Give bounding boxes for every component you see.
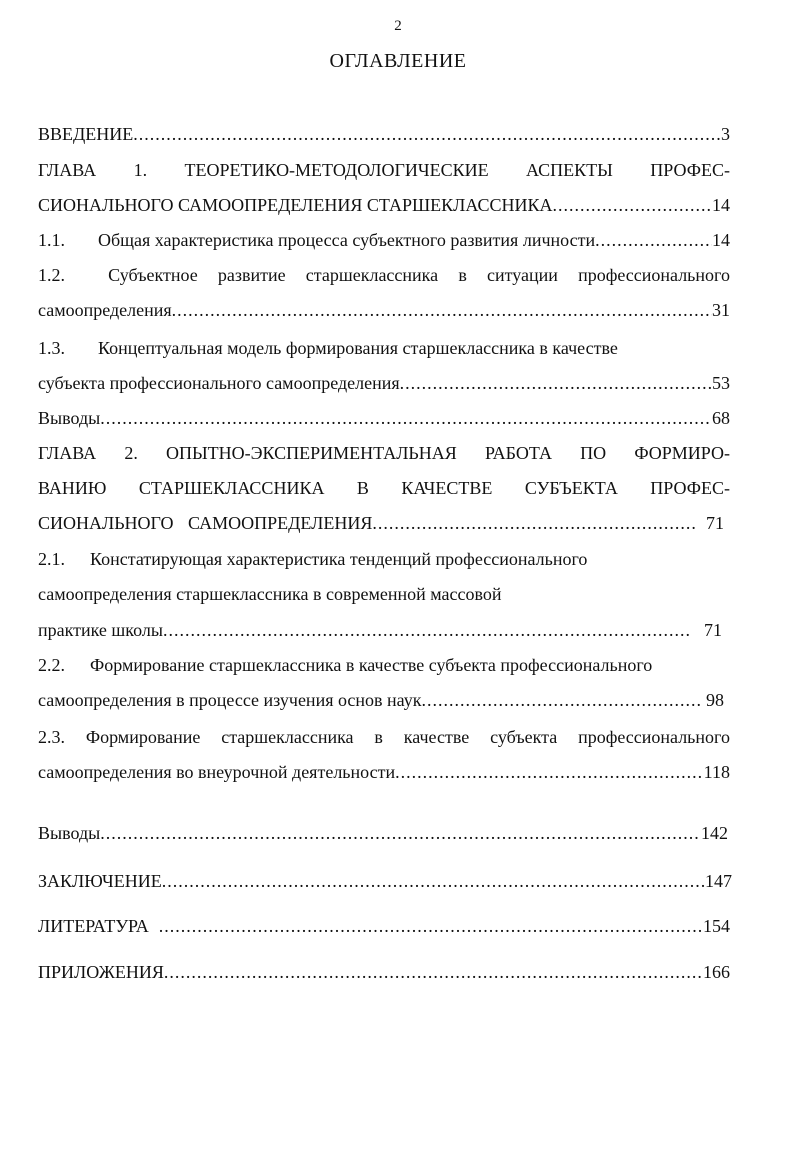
dot-leader — [172, 299, 712, 321]
dot-leader — [100, 407, 712, 429]
toc-page: 71 — [704, 620, 722, 640]
toc-page: 98 — [706, 690, 724, 710]
toc-label: ПРИЛОЖЕНИЯ — [38, 962, 164, 982]
word: В — [356, 478, 369, 498]
word: ТЕОРЕТИКО-МЕТОДОЛОГИЧЕСКИЕ — [184, 160, 489, 180]
dot-leader — [162, 870, 705, 892]
dot-leader — [100, 822, 701, 844]
word: ситуации — [486, 265, 558, 285]
toc-entry-chapter-2-line-2[interactable] — [38, 477, 730, 499]
toc-page: 166 — [703, 962, 730, 982]
page-title: ОГЛАВЛЕНИЕ — [329, 50, 467, 72]
dot-leader — [163, 619, 690, 641]
toc-label: практике школы — [38, 620, 163, 640]
section-number: 1.1. — [38, 230, 65, 250]
page-number: 2 — [394, 18, 402, 34]
toc-label: СИОНАЛЬНОГО САМООПРЕДЕЛЕНИЯ СТАРШЕКЛАССНИКА — [38, 195, 553, 215]
toc-label: Формирование старшеклассника в качестве субъекта профессионального — [90, 655, 653, 675]
word: 1. — [133, 160, 148, 180]
toc-page: 142 — [701, 823, 728, 843]
dot-leader — [372, 512, 698, 534]
toc-entry-conclusion[interactable] — [38, 870, 732, 892]
dot-leader — [552, 194, 712, 216]
word: Формирование — [85, 727, 201, 747]
word: Субъектное — [108, 265, 198, 285]
section-number: 2.2. — [38, 655, 65, 675]
toc-entry-conclusions-1[interactable] — [38, 407, 730, 429]
word: развитие — [217, 265, 286, 285]
toc-label: СИОНАЛЬНОГО САМООПРЕДЕЛЕНИЯ — [38, 513, 373, 533]
toc-page: 147 — [705, 871, 732, 891]
toc-page: 53 — [712, 373, 730, 393]
word: СУБЪЕКТА — [524, 478, 618, 498]
toc-label: самоопределения — [38, 300, 172, 320]
word: ГЛАВА — [38, 160, 97, 180]
toc-entry-section-2-2-line-1[interactable] — [38, 654, 730, 676]
toc-entry-section-1-3-line-1[interactable] — [38, 337, 730, 359]
word: ГЛАВА — [38, 443, 97, 463]
section-number: 2.3. — [38, 727, 65, 747]
word: в — [374, 727, 383, 747]
dot-leader — [400, 372, 712, 394]
toc-entry-intro[interactable] — [38, 123, 730, 145]
word: ПРОФЕС- — [650, 160, 730, 180]
toc-label: ВВЕДЕНИЕ — [38, 124, 134, 144]
toc-entry-section-2-1-line-3[interactable] — [38, 619, 722, 641]
word: КАЧЕСТВЕ — [401, 478, 493, 498]
toc-label: Констатирующая характеристика тенденций профессионального — [90, 549, 588, 569]
word: АСПЕКТЫ — [526, 160, 613, 180]
dot-leader — [422, 689, 700, 711]
toc-label: субъекта профессионального самоопределения — [38, 373, 400, 393]
toc-label: самоопределения в процессе изучения основ наук — [38, 690, 422, 710]
toc-label: Выводы — [38, 408, 101, 428]
toc-page: 14 — [712, 230, 730, 250]
word: ПО — [580, 443, 607, 463]
word: РАБОТА — [484, 443, 552, 463]
toc-entry-chapter-2-line-1[interactable] — [38, 442, 730, 464]
word: в — [458, 265, 467, 285]
dot-leader — [133, 123, 721, 145]
toc-page: 14 — [712, 195, 730, 215]
word: старшеклассника — [305, 265, 439, 285]
toc-entry-chapter-2-line-3[interactable] — [38, 512, 724, 534]
section-number: 2.1. — [38, 549, 65, 569]
toc-entry-literature[interactable] — [38, 915, 730, 937]
toc-page: 68 — [712, 408, 730, 428]
toc-entry-appendix[interactable] — [38, 961, 730, 983]
word: 2. — [124, 443, 138, 463]
toc-page: 118 — [703, 762, 730, 782]
toc-label: Общая характеристика процесса субъектного развития личности — [98, 230, 596, 250]
toc-entry-section-2-3-line-1[interactable] — [38, 726, 730, 748]
toc-entry-section-1-2-line-2[interactable] — [38, 299, 730, 321]
dot-leader — [164, 961, 703, 983]
dot-leader — [595, 229, 712, 251]
toc-entry-section-1-1[interactable] — [38, 229, 730, 251]
toc-label: самоопределения старшеклассника в современной массовой — [38, 584, 502, 604]
word: профессионального — [578, 265, 730, 285]
word: старшеклассника — [221, 727, 354, 747]
toc-label: ЗАКЛЮЧЕНИЕ — [38, 871, 162, 891]
word: профессионального — [578, 727, 730, 747]
toc-entry-section-2-2-line-2[interactable] — [38, 689, 724, 711]
word: качестве — [403, 727, 470, 747]
dot-leader — [159, 915, 703, 937]
toc-entry-section-1-2-line-1[interactable] — [38, 264, 730, 286]
toc-entry-section-2-1-line-2[interactable] — [38, 583, 730, 605]
toc-page: 3 — [721, 124, 730, 144]
toc-label: Выводы — [38, 823, 101, 843]
word: ОПЫТНО-ЭКСПЕРИМЕНТАЛЬНАЯ — [165, 443, 457, 463]
toc-page: 154 — [703, 916, 730, 936]
toc-entry-section-2-1-line-1[interactable] — [38, 548, 730, 570]
word: СТАРШЕКЛАССНИКА — [138, 478, 325, 498]
toc-label: ЛИТЕРАТУРА — [38, 916, 149, 936]
toc-label: самоопределения во внеурочной деятельности — [38, 762, 396, 782]
word: субъекта — [490, 727, 558, 747]
toc-entry-chapter-1-line-2[interactable] — [38, 194, 730, 216]
toc-label: Концептуальная модель формирования старшеклассника в качестве — [98, 338, 618, 358]
section-number: 1.3. — [38, 338, 65, 358]
toc-entry-chapter-1-line-1[interactable] — [38, 159, 730, 181]
toc-page: 71 — [706, 513, 724, 533]
toc-entry-section-2-3-line-2[interactable] — [38, 761, 730, 783]
toc-entry-conclusions-2[interactable] — [38, 822, 728, 844]
word: ПРОФЕС- — [650, 478, 730, 498]
dot-leader — [395, 761, 704, 783]
word: ВАНИЮ — [38, 478, 107, 498]
word: ФОРМИРО- — [634, 443, 730, 463]
section-number: 1.2. — [38, 265, 65, 285]
toc-entry-section-1-3-line-2[interactable] — [38, 372, 730, 394]
toc-page: 31 — [712, 300, 730, 320]
